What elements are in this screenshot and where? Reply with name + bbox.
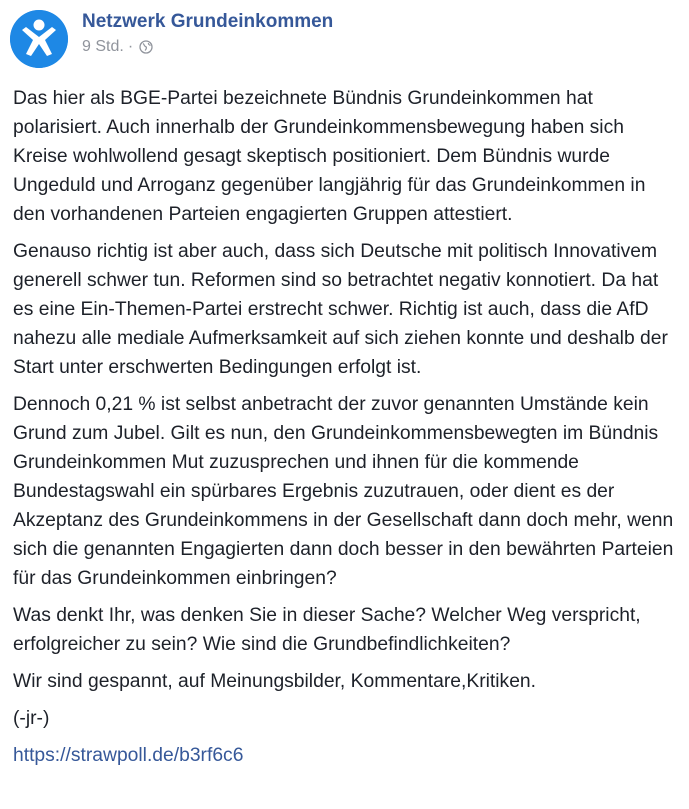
person-figure-icon xyxy=(10,10,68,68)
post-header xyxy=(10,10,333,60)
post-paragraph-4: Was denkt Ihr, was denken Sie in dieser Sache? Welcher Weg verspricht, erfolgreicher zu sein? Wie sind die Grundbefindlichkeiten? xyxy=(13,605,641,655)
post-link-paragraph xyxy=(13,741,681,770)
post-paragraph-3: Dennoch 0,21 % ist selbst anbetracht der zuvor genannten Umstände kein Grund zum Jubel. Gilt es nun, den Grundeinkommensbewegten im Bündnis Grundeinkommen Mut zuzusprechen und ihnen für die kommende Bundestagswahl ein spürbares Ergebnis zuzutrauen, oder dient es der Akzeptanz des Grundeinkommens in der Gesellschaft dann doch mehr, wenn sich die genannten Engagierten dann doch besser in den bewährten Parteien für das Grundeinkommen einbringen? xyxy=(13,394,674,589)
globe-icon[interactable] xyxy=(139,40,153,54)
post-paragraph-5: Wir sind gespannt, auf Meinungsbilder, Kommentare,Kritiken. xyxy=(13,671,536,692)
post-paragraph-6: (-jr-) xyxy=(13,708,50,729)
page-name-link[interactable]: Netzwerk Grundeinkommen xyxy=(82,11,334,32)
page-avatar[interactable] xyxy=(10,10,68,68)
post-paragraph-2: Genauso richtig ist aber auch, dass sich Deutsche mit politisch Innovativem generell schwer tun. Reformen sind so betrachtet negativ konnotiert. Da hat es eine Ein-Themen-Partei erstrecht schwer. Richtig ist auch, dass die AfD nahezu alle mediale Aufmerksamkeit auf sich ziehen konnte und deshalb der Start unter erschwerten Bedingungen erfolgt ist. xyxy=(13,241,668,378)
post-body xyxy=(13,84,681,778)
meta-separator: · xyxy=(127,38,134,55)
header-text xyxy=(82,10,333,58)
strawpoll-link[interactable]: https://strawpoll.de/b3rf6c6 xyxy=(13,745,244,766)
post-meta xyxy=(82,36,333,58)
post-paragraph-1: Das hier als BGE-Partei bezeichnete Bündnis Grundeinkommen hat polarisiert. Auch innerhalb der Grundeinkommensbewegung haben sich Kreise wohlwollend gesagt skeptisch positioniert. Dem Bündnis wurde Ungeduld und Arroganz gegenüber langjährig für das Grundeinkommen in den vorhandenen Parteien engagierten Gruppen attestiert. xyxy=(13,88,646,225)
post-timestamp[interactable]: 9 Std. xyxy=(82,38,124,55)
